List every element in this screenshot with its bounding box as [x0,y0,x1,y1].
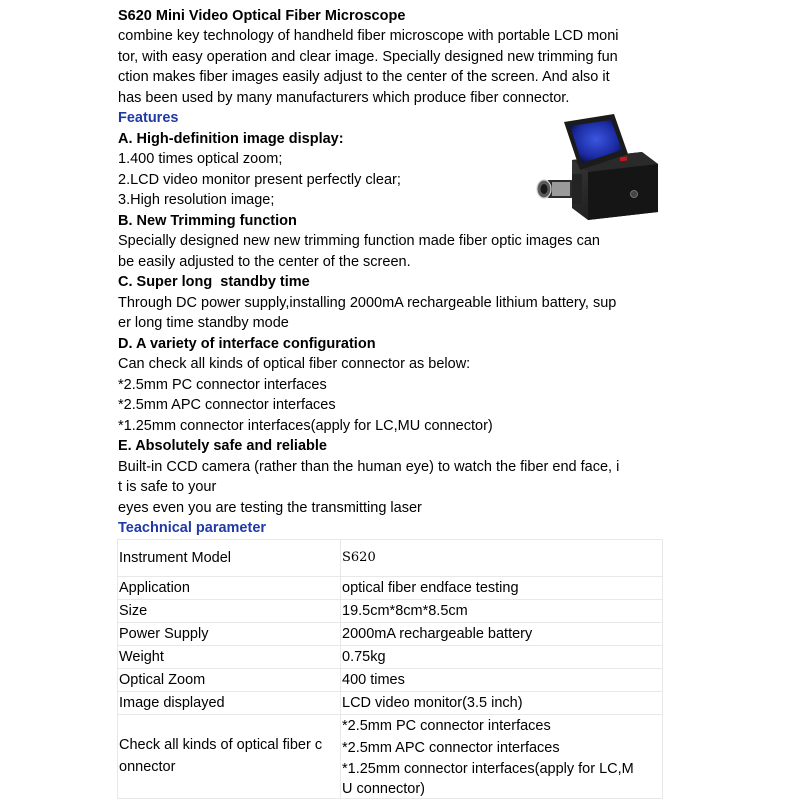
table-row [118,539,663,576]
section-b-heading: B. New Trimming function [118,212,297,229]
param-value-line: *2.5mm APC connector interfaces [342,739,560,756]
section-a-line: 3.High resolution image; [118,192,275,208]
section-a-line: 1.400 times optical zoom; [118,151,283,167]
param-value: 2000mA rechargeable battery [341,622,663,645]
param-key: Optical Zoom [118,668,341,691]
section-c-heading: C. Super long standby time [118,274,310,290]
param-key [118,714,341,798]
param-key: Weight [118,645,341,668]
param-value: 0.75kg [341,645,663,668]
table-row [118,714,663,798]
section-d-heading: D. A variety of interface configuration [118,335,376,352]
table-row [118,645,663,668]
param-key-line: Check all kinds of optical fiber c [119,737,323,753]
microscope-product-image [532,112,662,222]
param-key: Size [118,599,341,622]
param-value: S620 [341,539,663,576]
section-b-line: be easily adjusted to the center of the screen. [118,253,411,270]
intro-line: has been used by many manufacturers which produce fiber connector. [118,89,570,106]
param-key-line: onnector [119,759,176,775]
param-key: Image displayed [118,691,341,714]
section-c-line: Through DC power supply,installing 2000mA rechargeable lithium battery, sup [118,294,617,311]
section-c-line: er long time standby mode [118,315,289,331]
section-d-line: *2.5mm PC connector interfaces [118,376,327,393]
section-a-heading: A. High-definition image display: [118,130,344,147]
param-key: Power Supply [118,622,341,645]
tech-heading: Teachnical parameter [118,520,267,536]
section-e-line: eyes even you are testing the transmitting laser [118,499,422,516]
table-row [118,668,663,691]
table-row [118,576,663,599]
section-e-heading: E. Absolutely safe and reliable [118,438,327,454]
param-key: Application [118,576,341,599]
intro-line: ction makes fiber images easily adjust to the center of the screen. And also it [118,69,610,85]
param-value-line: U connector) [342,780,426,797]
features-heading: Features [118,110,179,126]
section-a-line: 2.LCD video monitor present perfectly clear; [118,171,401,188]
table-row [118,599,663,622]
section-e-line: Built-in CCD camera (rather than the human eye) to watch the fiber end face, i [118,458,620,475]
param-value: optical fiber endface testing [341,576,663,599]
page-title: S620 Mini Video Optical Fiber Microscope [118,8,406,24]
param-value [341,714,663,798]
table-row [118,691,663,714]
parameter-table [117,539,663,799]
section-e-line: t is safe to your [118,479,217,495]
section-d-line: *2.5mm APC connector interfaces [118,397,336,413]
intro-line: combine key technology of handheld fiber microscope with portable LCD moni [118,28,619,44]
table-row [118,622,663,645]
intro-line: tor, with easy operation and clear image. Specially designed new trimming fun [118,48,618,65]
param-value-line: *2.5mm PC connector interfaces [342,717,551,734]
section-d-line: Can check all kinds of optical fiber connector as below: [118,356,471,372]
param-key: Instrument Model [118,539,341,576]
param-value-line: *1.25mm connector interfaces(apply for LC,M [342,760,634,777]
param-value: 19.5cm*8cm*8.5cm [341,599,663,622]
section-b-line: Specially designed new new trimming function made fiber optic images can [118,233,600,249]
section-d-line: *1.25mm connector interfaces(apply for LC,MU connector) [118,417,493,434]
param-value: LCD video monitor(3.5 inch) [341,691,663,714]
param-value: 400 times [341,668,663,691]
